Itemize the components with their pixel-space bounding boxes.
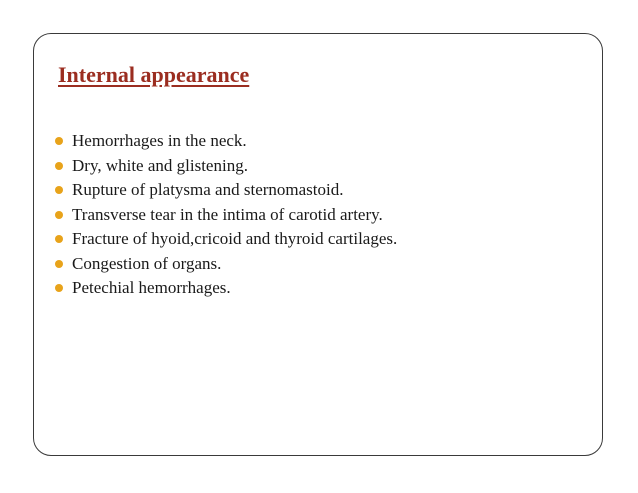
- list-item: [55, 203, 397, 228]
- bullet-dot-icon: [55, 162, 63, 170]
- list-item: [55, 227, 397, 252]
- bullet-dot-icon: [55, 260, 63, 268]
- list-item-text: Rupture of platysma and sternomastoid.: [72, 180, 344, 200]
- list-item: [55, 276, 397, 301]
- bullet-dot-icon: [55, 284, 63, 292]
- list-item: [55, 252, 397, 277]
- list-item: [55, 154, 397, 179]
- slide-title: Internal appearance: [58, 62, 250, 87]
- bullet-dot-icon: [55, 235, 63, 243]
- list-item: [55, 129, 397, 154]
- list-item-text: Fracture of hyoid,cricoid and thyroid cartilages.: [72, 229, 398, 249]
- bullet-list: [55, 129, 397, 301]
- list-item-text: Congestion of organs.: [72, 253, 222, 273]
- list-item-text: Dry, white and glistening.: [72, 155, 248, 175]
- bullet-dot-icon: [55, 137, 63, 145]
- list-item-text: Petechial hemorrhages.: [72, 278, 231, 298]
- list-item-text: Hemorrhages in the neck.: [72, 131, 247, 151]
- bullet-dot-icon: [55, 211, 63, 219]
- list-item: [55, 178, 397, 203]
- list-item-text: Transverse tear in the intima of carotid artery.: [72, 204, 383, 224]
- bullet-dot-icon: [55, 186, 63, 194]
